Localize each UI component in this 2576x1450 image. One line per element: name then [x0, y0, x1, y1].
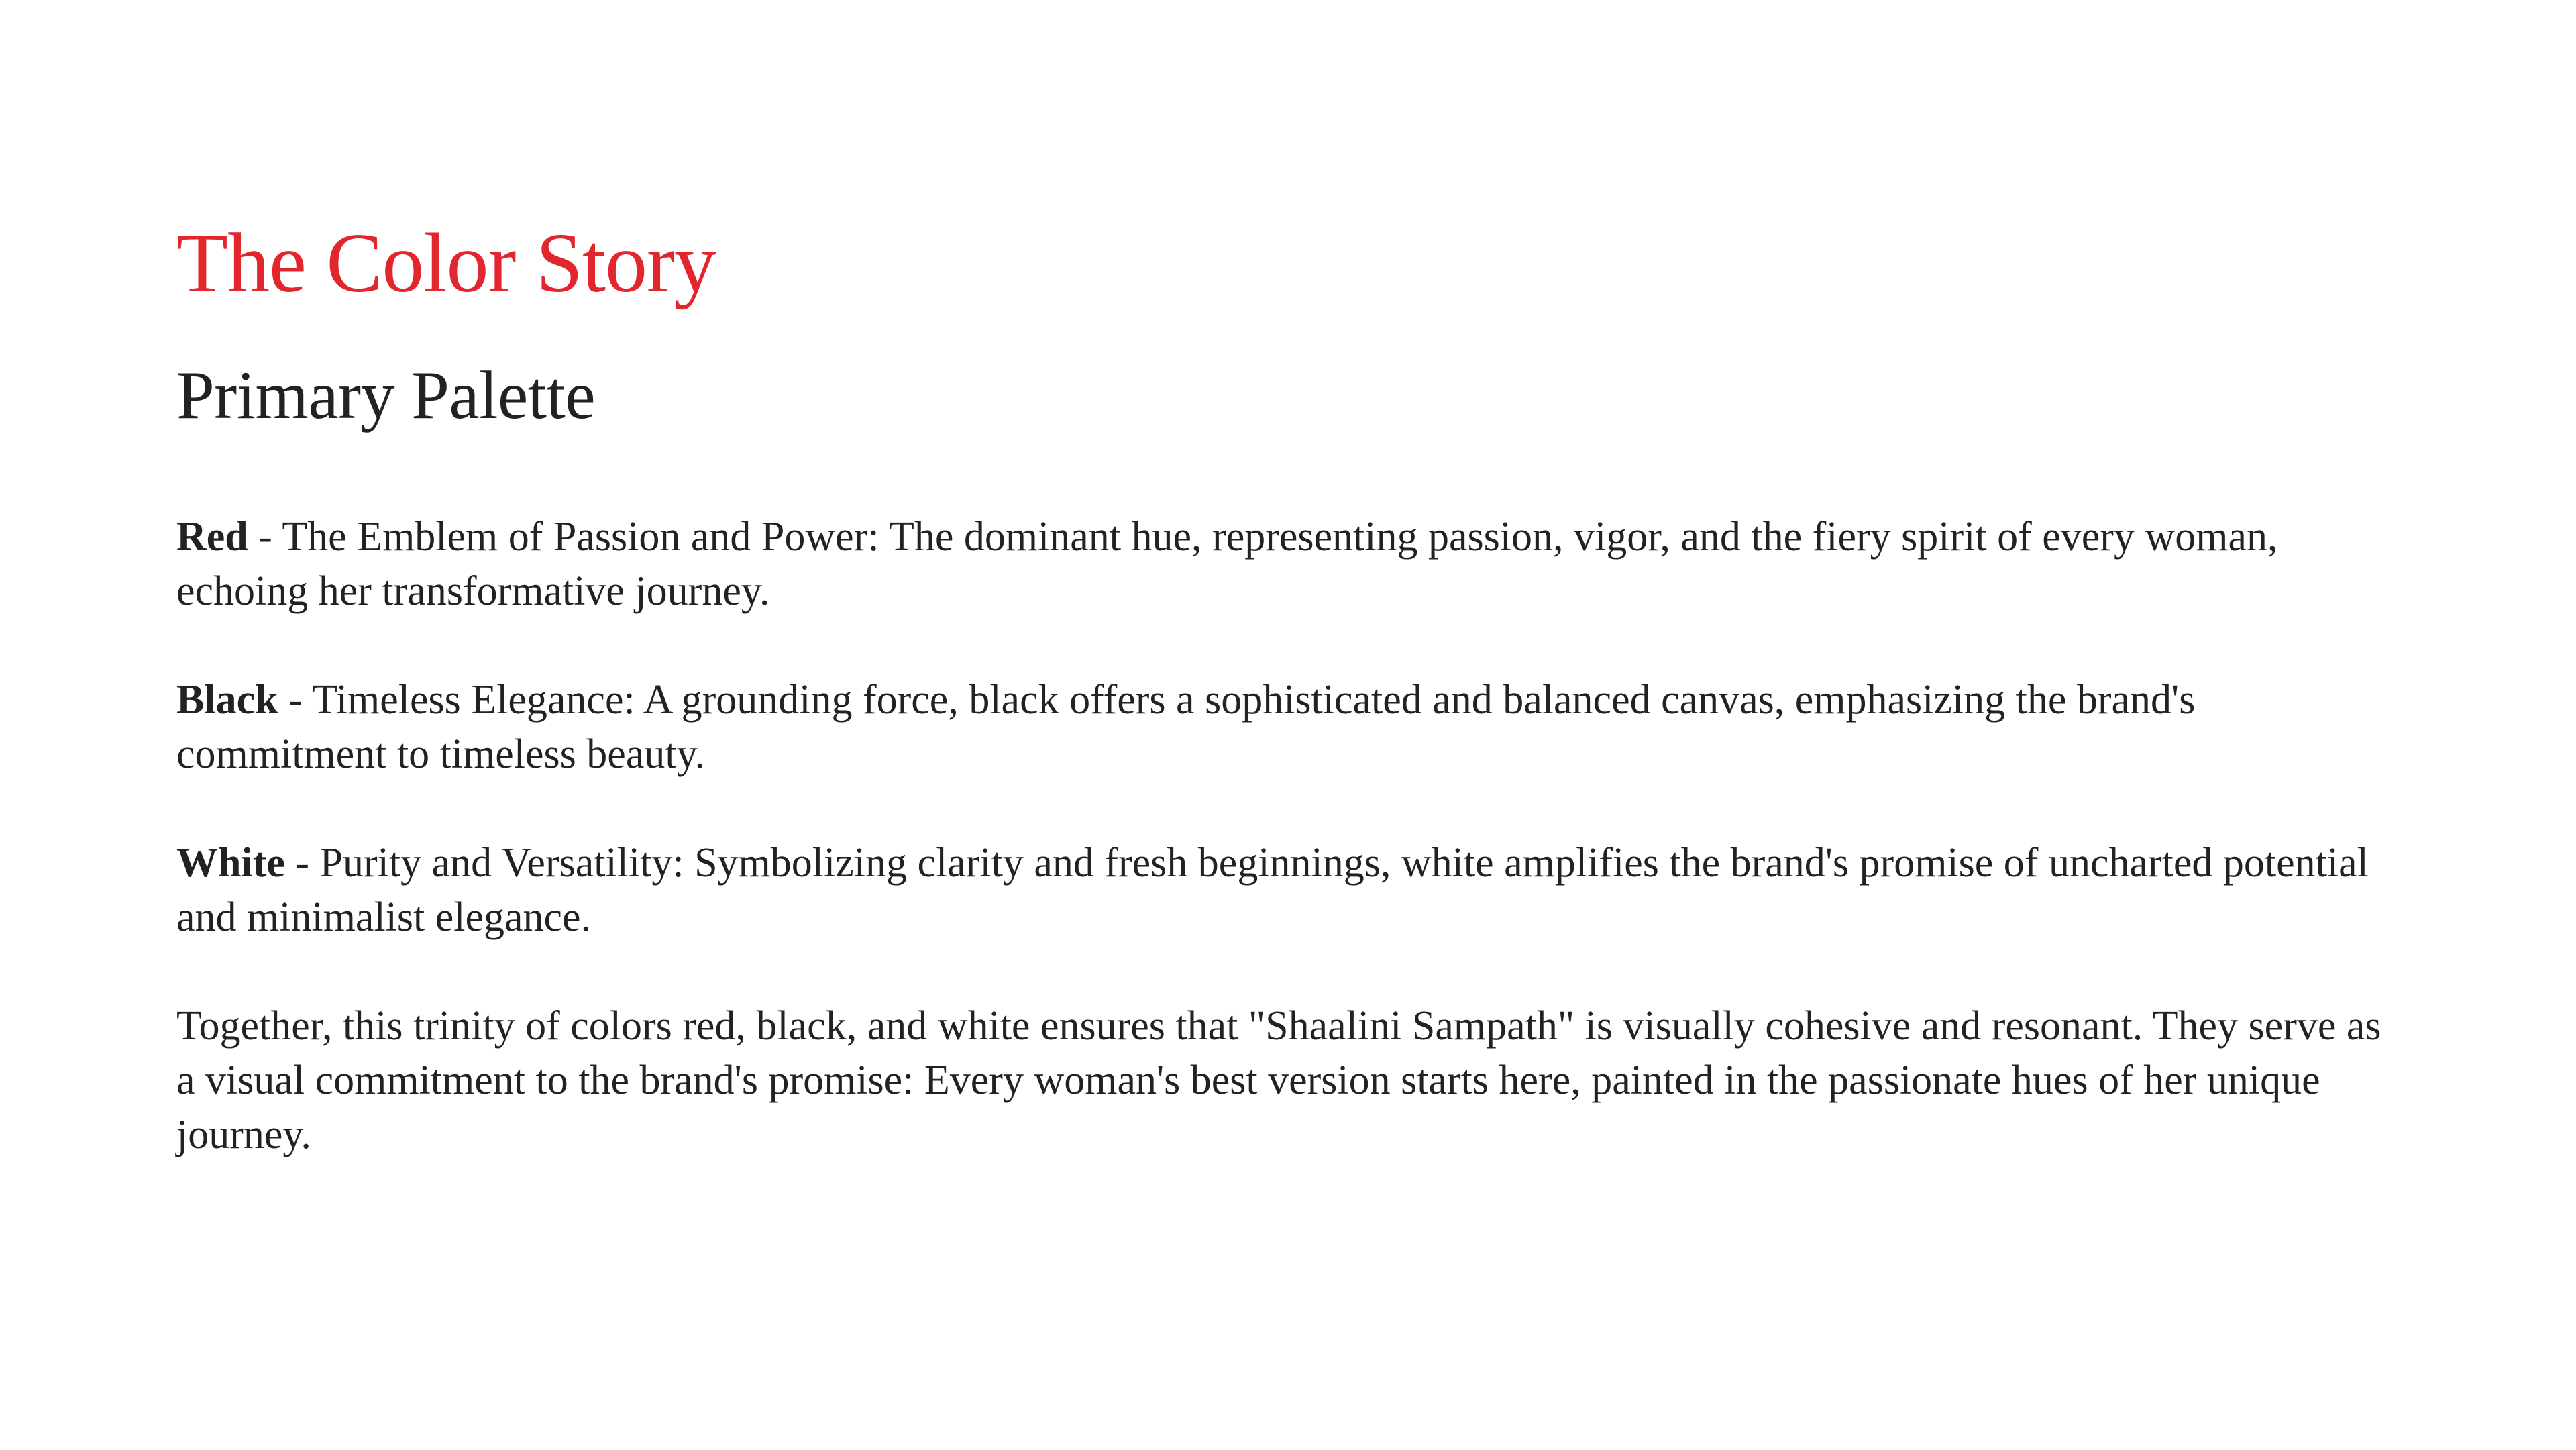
color-paragraph-white	[176, 836, 2390, 945]
slide-content	[176, 213, 2390, 1162]
color-paragraph-red	[176, 510, 2390, 619]
color-description-black: Timeless Elegance: A grounding force, black offers a sophisticated and balanced canvas, emphasizing the brand's commitment to timeless beauty.	[176, 677, 2196, 777]
summary-paragraph: Together, this trinity of colors red, black, and white ensures that "Shaalini Sampath" is visually cohesive and resonant. They serve as a visual commitment to the brand's promise: Every woman's best version starts here, painted in the passionate hues of her unique journey.	[176, 1003, 2381, 1157]
color-description-red: The Emblem of Passion and Power: The dominant hue, representing passion, vigor, and the fiery spirit of every woman, echoing her transformative journey.	[176, 514, 2278, 614]
color-name-red: Red	[176, 514, 248, 560]
color-name-black: Black	[176, 677, 278, 723]
separator: -	[248, 514, 282, 560]
color-name-white: White	[176, 840, 285, 886]
page-title: The Color Story	[176, 217, 716, 310]
separator: -	[284, 840, 320, 886]
separator: -	[278, 677, 313, 723]
section-subtitle: Primary Palette	[176, 358, 596, 433]
color-paragraph-black	[176, 673, 2390, 782]
color-description-white: Purity and Versatility: Symbolizing clarity and fresh beginnings, white amplifies the brand's promise of uncharted potential and minimalist elegance.	[176, 840, 2369, 940]
